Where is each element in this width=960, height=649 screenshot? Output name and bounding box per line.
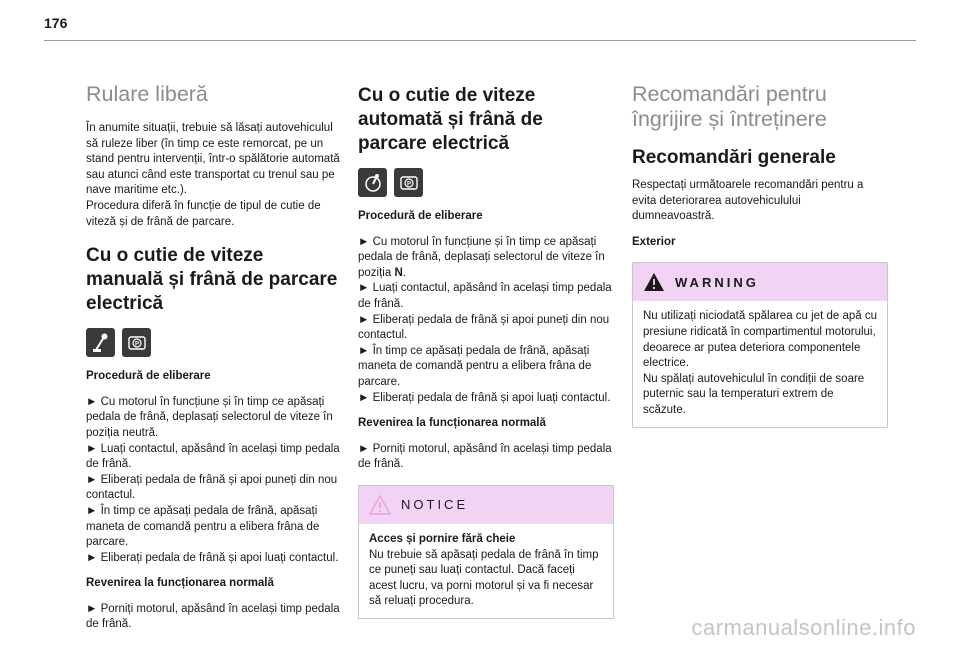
svg-text:P: P — [406, 181, 411, 187]
top-divider — [44, 40, 916, 41]
recommendations-intro: Respectați următoarele recomandări pentru a evita deteriorarea autovehiculului dumneavoastră. — [632, 179, 864, 223]
section-title: Recomandări pentru îngrijire și întreținere — [632, 82, 827, 131]
release-steps — [358, 235, 614, 407]
warning-box — [632, 262, 888, 427]
notice-subtitle: Acces și pornire fără cheie — [369, 532, 516, 545]
automatic-gearbox-heading: Cu o cutie de viteze automată și frână de parcare electrică — [358, 85, 543, 154]
release-procedure-title: Procedură de eliberare — [86, 370, 211, 383]
notice-icon — [369, 495, 391, 515]
column-care-maintenance — [632, 80, 888, 428]
warning-header — [633, 263, 887, 301]
gear-position-n: N — [394, 266, 403, 279]
icon-row — [358, 168, 614, 197]
column-free-rolling — [86, 80, 342, 643]
notice-box — [358, 485, 614, 619]
svg-text:P: P — [134, 341, 139, 348]
notice-header — [359, 486, 613, 524]
general-recommendations-heading: Recomandări generale — [632, 147, 836, 168]
release-steps: ► Cu motorul în funcțiune și în timp ce apăsați pedala de frână, deplasați selectorul de viteze în poziția neutră. ► Luați contactul, apăsând în același timp pedala de frână. ► Eliberați pedala de frână și apoi puneți din nou contactul. ► În timp ce apăsați pedala de frână, apăsați maneta de comandă pentru a elibera frâna de parcare. ► Eliberați pedala de frână și apoi luați contactul. — [86, 395, 340, 564]
parking-brake-icon — [394, 168, 423, 197]
intro-paragraph: În anumite situații, trebuie să lăsați autovehiculul să ruleze liber (în timp ce este remorcat, pe un stand pentru intervenții, într-o spălătorie automată sau atunci când este transportat cu trenul sau pe nave maritime etc.). Procedura diferă în funcție de tipul de cutie de viteză și de frână de parcare. — [86, 122, 340, 228]
section-title: Rulare liberă — [86, 82, 208, 106]
release-steps-rest: . ► Luați contactul, apăsând în același timp pedala de frână. ► Eliberați pedala de frână și apoi puneți din nou contactul. ► În timp ce apăsați pedala de frână, apăsați maneta de comandă pentru a elibera frâna de parcare. ► Eliberați pedala de frână și apoi luați contactul. — [358, 266, 612, 404]
notice-text: Nu trebuie să apăsați pedala de frână în timp ce puneți sau luați contactul. Dacă faceți acest lucru, va porni motorul și va fi necesar să reluați procedura. — [369, 548, 599, 608]
manual-gearbox-heading: Cu o cutie de viteze manuală și frână de parcare electrică — [86, 245, 338, 315]
return-steps: ► Porniți motorul, apăsând în același timp pedala de frână. — [86, 602, 340, 631]
manual-gearshift-icon — [86, 328, 115, 357]
parking-brake-icon — [122, 328, 151, 357]
column-automatic — [358, 80, 614, 619]
automatic-gearbox-icon — [358, 168, 387, 197]
watermark: carmanualsonline.info — [691, 615, 916, 640]
warning-label: WARNING — [675, 274, 759, 290]
exterior-subtitle: Exterior — [632, 235, 676, 248]
release-steps-part: ► Cu motorul în funcțiune și în timp ce apăsați pedala de frână, deplasați selectorul de viteze în poziția — [358, 235, 605, 279]
return-normal-title: Revenirea la funcționarea normală — [358, 417, 546, 430]
return-normal-title: Revenirea la funcționarea normală — [86, 577, 274, 590]
return-steps: ► Porniți motorul, apăsând în același timp pedala de frână. — [358, 442, 612, 471]
page-number: 176 — [44, 15, 68, 31]
warning-icon — [643, 272, 665, 292]
notice-label: NOTICE — [401, 497, 469, 513]
release-procedure-title: Procedură de eliberare — [358, 210, 483, 222]
warning-text: Nu utilizați niciodată spălarea cu jet de apă cu presiune ridicată în compartimentul motorului, deoarece ar putea deteriora componentele electrice. Nu spălați autovehiculul în condiții de soare puternic sau la temperaturi extrem de scăzute. — [643, 310, 877, 416]
icon-row — [86, 328, 342, 357]
